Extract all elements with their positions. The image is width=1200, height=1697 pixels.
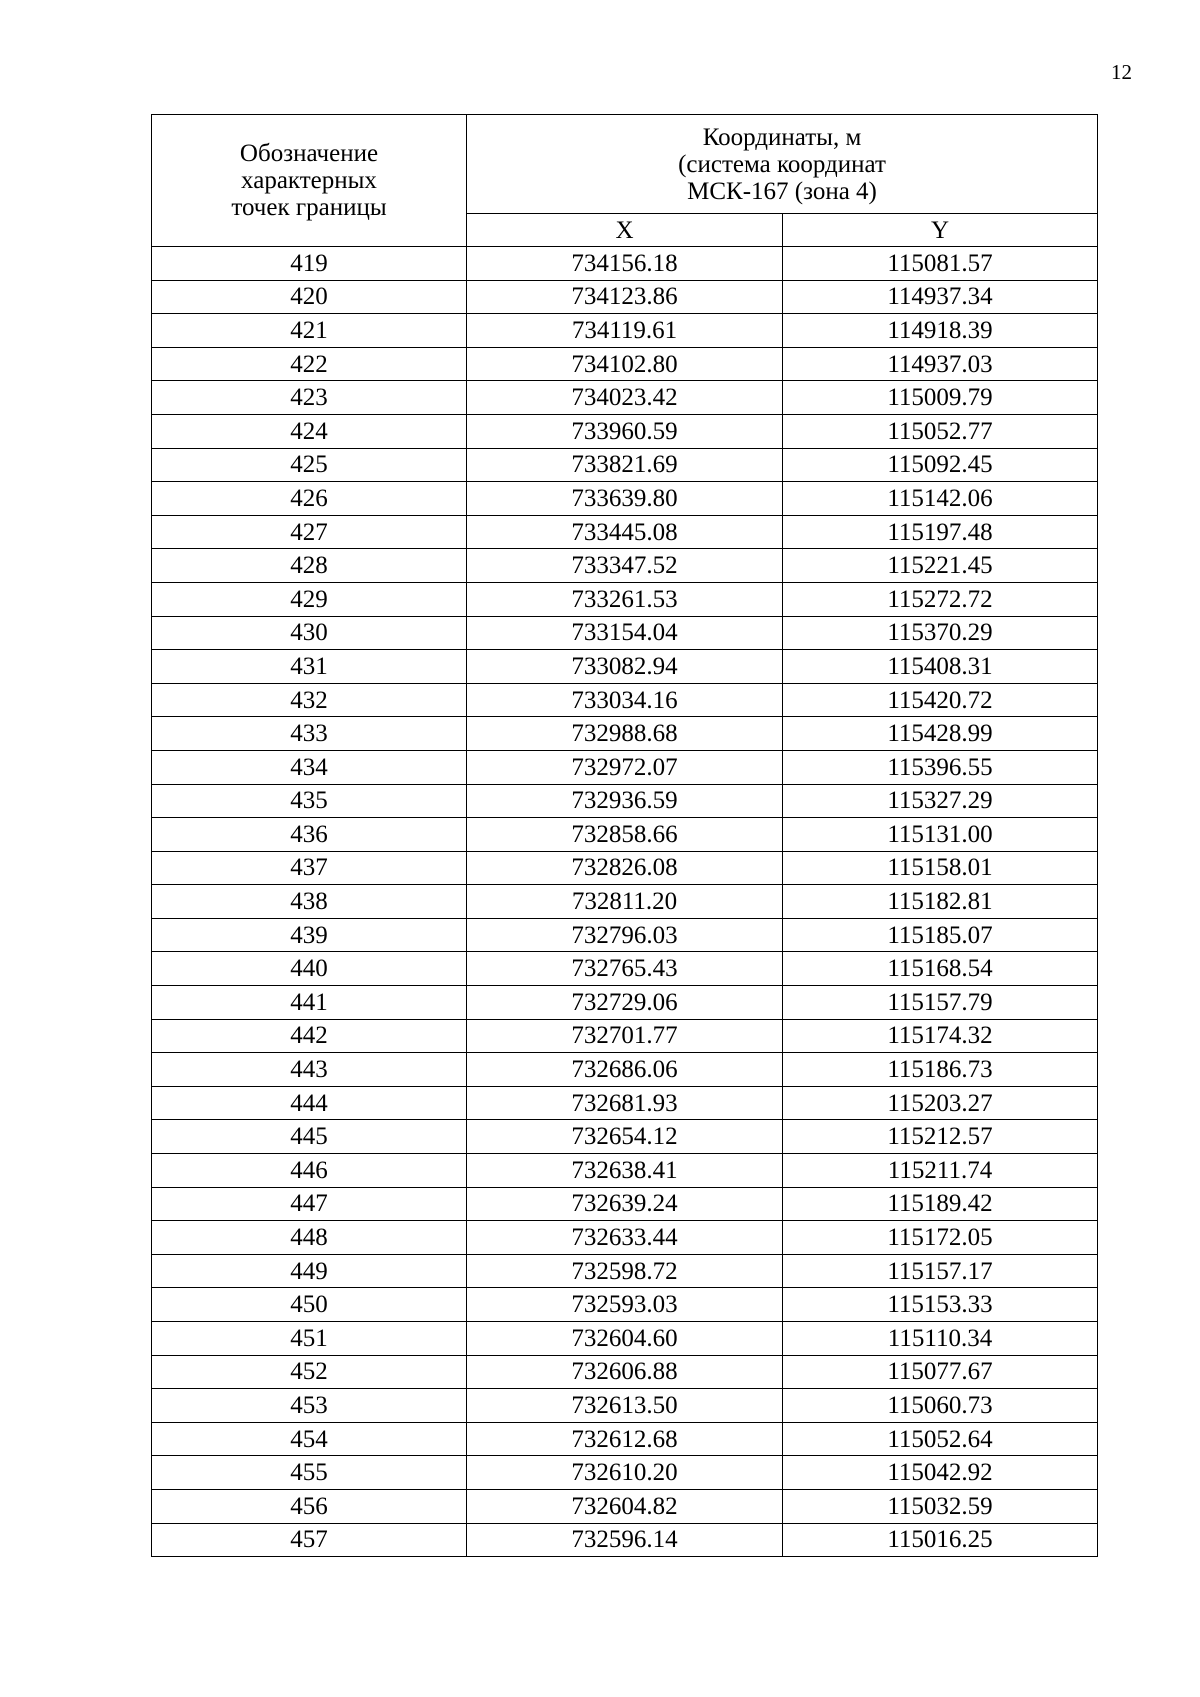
y-cell: 114918.39 xyxy=(783,314,1098,348)
table-row xyxy=(152,1489,1098,1523)
x-cell: 733347.52 xyxy=(467,549,783,583)
point-label-header xyxy=(152,115,467,247)
x-cell: 733639.80 xyxy=(467,482,783,516)
x-cell: 733821.69 xyxy=(467,448,783,482)
y-cell: 115211.74 xyxy=(783,1154,1098,1188)
y-cell: 115158.01 xyxy=(783,851,1098,885)
y-cell: 115092.45 xyxy=(783,448,1098,482)
point-cell: 457 xyxy=(152,1523,467,1557)
coordinates-table xyxy=(151,114,1098,1557)
y-cell: 115131.00 xyxy=(783,818,1098,852)
point-cell: 453 xyxy=(152,1389,467,1423)
table-body xyxy=(152,247,1098,1557)
y-cell: 115396.55 xyxy=(783,750,1098,784)
y-cell: 115197.48 xyxy=(783,515,1098,549)
x-cell: 732796.03 xyxy=(467,918,783,952)
y-cell: 115153.33 xyxy=(783,1288,1098,1322)
point-cell: 420 xyxy=(152,280,467,314)
point-cell: 441 xyxy=(152,986,467,1020)
point-cell: 426 xyxy=(152,482,467,516)
table-row xyxy=(152,1355,1098,1389)
x-cell: 732811.20 xyxy=(467,885,783,919)
table-row xyxy=(152,314,1098,348)
table-row xyxy=(152,247,1098,281)
y-cell: 115370.29 xyxy=(783,616,1098,650)
point-cell: 450 xyxy=(152,1288,467,1322)
table-row xyxy=(152,683,1098,717)
y-cell: 115428.99 xyxy=(783,717,1098,751)
point-label-line: Обозначение xyxy=(239,140,379,167)
y-cell: 115174.32 xyxy=(783,1019,1098,1053)
point-cell: 421 xyxy=(152,314,467,348)
table-row xyxy=(152,750,1098,784)
point-cell: 456 xyxy=(152,1489,467,1523)
point-cell: 446 xyxy=(152,1154,467,1188)
table-row xyxy=(152,448,1098,482)
x-cell: 732593.03 xyxy=(467,1288,783,1322)
table-row xyxy=(152,918,1098,952)
x-cell: 732936.59 xyxy=(467,784,783,818)
y-cell: 115182.81 xyxy=(783,885,1098,919)
table-row xyxy=(152,1389,1098,1423)
y-cell: 115189.42 xyxy=(783,1187,1098,1221)
table-row xyxy=(152,1019,1098,1053)
table-row xyxy=(152,482,1098,516)
point-cell: 427 xyxy=(152,515,467,549)
x-cell: 732858.66 xyxy=(467,818,783,852)
x-cell: 732988.68 xyxy=(467,717,783,751)
table-row xyxy=(152,717,1098,751)
point-cell: 455 xyxy=(152,1456,467,1490)
x-cell: 734102.80 xyxy=(467,347,783,381)
table-row xyxy=(152,986,1098,1020)
point-cell: 439 xyxy=(152,918,467,952)
x-cell: 733154.04 xyxy=(467,616,783,650)
point-cell: 434 xyxy=(152,750,467,784)
table-row xyxy=(152,1288,1098,1322)
x-cell: 732826.08 xyxy=(467,851,783,885)
x-cell: 732606.88 xyxy=(467,1355,783,1389)
point-cell: 428 xyxy=(152,549,467,583)
x-cell: 732686.06 xyxy=(467,1053,783,1087)
x-cell: 733960.59 xyxy=(467,414,783,448)
y-cell: 115032.59 xyxy=(783,1489,1098,1523)
point-cell: 443 xyxy=(152,1053,467,1087)
point-cell: 440 xyxy=(152,952,467,986)
table-row xyxy=(152,851,1098,885)
point-cell: 431 xyxy=(152,650,467,684)
point-cell: 429 xyxy=(152,582,467,616)
coords-label-line: Координаты, м xyxy=(702,123,862,151)
y-cell: 114937.03 xyxy=(783,347,1098,381)
y-cell: 115272.72 xyxy=(783,582,1098,616)
table-row xyxy=(152,952,1098,986)
point-cell: 422 xyxy=(152,347,467,381)
x-cell: 732633.44 xyxy=(467,1221,783,1255)
table-row xyxy=(152,381,1098,415)
x-cell: 734123.86 xyxy=(467,280,783,314)
table-row xyxy=(152,650,1098,684)
table-row xyxy=(152,515,1098,549)
x-cell: 732604.60 xyxy=(467,1322,783,1356)
y-cell: 115420.72 xyxy=(783,683,1098,717)
x-column-header: X xyxy=(467,214,783,247)
point-cell: 424 xyxy=(152,414,467,448)
table-row xyxy=(152,1254,1098,1288)
table-row xyxy=(152,1221,1098,1255)
x-cell: 734156.18 xyxy=(467,247,783,281)
x-cell: 732598.72 xyxy=(467,1254,783,1288)
table-row xyxy=(152,818,1098,852)
point-cell: 452 xyxy=(152,1355,467,1389)
y-cell: 115212.57 xyxy=(783,1120,1098,1154)
y-column-header: Y xyxy=(783,214,1098,247)
y-cell: 115009.79 xyxy=(783,381,1098,415)
x-cell: 732596.14 xyxy=(467,1523,783,1557)
x-cell: 732639.24 xyxy=(467,1187,783,1221)
x-cell: 732638.41 xyxy=(467,1154,783,1188)
table-row xyxy=(152,1086,1098,1120)
point-cell: 419 xyxy=(152,247,467,281)
x-cell: 732610.20 xyxy=(467,1456,783,1490)
x-cell: 732612.68 xyxy=(467,1422,783,1456)
table-row xyxy=(152,347,1098,381)
table-row xyxy=(152,1422,1098,1456)
table-row xyxy=(152,1523,1098,1557)
x-cell: 732604.82 xyxy=(467,1489,783,1523)
point-cell: 444 xyxy=(152,1086,467,1120)
y-cell: 115327.29 xyxy=(783,784,1098,818)
x-cell: 732765.43 xyxy=(467,952,783,986)
coords-label-line: (система координат xyxy=(678,150,886,178)
y-cell: 115172.05 xyxy=(783,1221,1098,1255)
x-cell: 732654.12 xyxy=(467,1120,783,1154)
y-cell: 115060.73 xyxy=(783,1389,1098,1423)
point-cell: 451 xyxy=(152,1322,467,1356)
point-label-line: точек границы xyxy=(231,194,387,221)
y-cell: 115016.25 xyxy=(783,1523,1098,1557)
table-row xyxy=(152,582,1098,616)
x-cell: 734023.42 xyxy=(467,381,783,415)
point-cell: 454 xyxy=(152,1422,467,1456)
x-cell: 733445.08 xyxy=(467,515,783,549)
x-cell: 733082.94 xyxy=(467,650,783,684)
point-cell: 423 xyxy=(152,381,467,415)
y-cell: 115185.07 xyxy=(783,918,1098,952)
table-row xyxy=(152,549,1098,583)
y-cell: 115203.27 xyxy=(783,1086,1098,1120)
table-row xyxy=(152,784,1098,818)
y-cell: 115077.67 xyxy=(783,1355,1098,1389)
table-row xyxy=(152,616,1098,650)
point-cell: 438 xyxy=(152,885,467,919)
table-row xyxy=(152,280,1098,314)
y-cell: 115186.73 xyxy=(783,1053,1098,1087)
point-cell: 445 xyxy=(152,1120,467,1154)
coords-label-line: МСК-167 (зона 4) xyxy=(687,177,877,205)
y-cell: 115110.34 xyxy=(783,1322,1098,1356)
table-row xyxy=(152,885,1098,919)
y-cell: 115142.06 xyxy=(783,482,1098,516)
y-cell: 115157.17 xyxy=(783,1254,1098,1288)
y-cell: 115042.92 xyxy=(783,1456,1098,1490)
point-cell: 442 xyxy=(152,1019,467,1053)
y-cell: 115052.64 xyxy=(783,1422,1098,1456)
point-cell: 433 xyxy=(152,717,467,751)
point-cell: 449 xyxy=(152,1254,467,1288)
point-cell: 437 xyxy=(152,851,467,885)
x-cell: 732729.06 xyxy=(467,986,783,1020)
x-cell: 732681.93 xyxy=(467,1086,783,1120)
coordinates-header xyxy=(467,115,1098,214)
x-cell: 734119.61 xyxy=(467,314,783,348)
y-cell: 115157.79 xyxy=(783,986,1098,1020)
table-row xyxy=(152,1120,1098,1154)
point-cell: 447 xyxy=(152,1187,467,1221)
y-cell: 115052.77 xyxy=(783,414,1098,448)
y-cell: 115168.54 xyxy=(783,952,1098,986)
y-cell: 115081.57 xyxy=(783,247,1098,281)
x-cell: 733261.53 xyxy=(467,582,783,616)
table-row xyxy=(152,1322,1098,1356)
table-row xyxy=(152,1154,1098,1188)
point-cell: 430 xyxy=(152,616,467,650)
point-cell: 448 xyxy=(152,1221,467,1255)
point-label-line: характерных xyxy=(241,167,377,194)
x-cell: 732972.07 xyxy=(467,750,783,784)
point-cell: 425 xyxy=(152,448,467,482)
page-number: 12 xyxy=(1111,60,1132,84)
table-header xyxy=(152,115,1098,247)
table-row xyxy=(152,1456,1098,1490)
x-cell: 733034.16 xyxy=(467,683,783,717)
table-row xyxy=(152,1187,1098,1221)
x-cell: 732613.50 xyxy=(467,1389,783,1423)
y-cell: 114937.34 xyxy=(783,280,1098,314)
table-row xyxy=(152,414,1098,448)
y-cell: 115221.45 xyxy=(783,549,1098,583)
table-row xyxy=(152,1053,1098,1087)
point-cell: 436 xyxy=(152,818,467,852)
point-cell: 432 xyxy=(152,683,467,717)
point-cell: 435 xyxy=(152,784,467,818)
x-cell: 732701.77 xyxy=(467,1019,783,1053)
y-cell: 115408.31 xyxy=(783,650,1098,684)
